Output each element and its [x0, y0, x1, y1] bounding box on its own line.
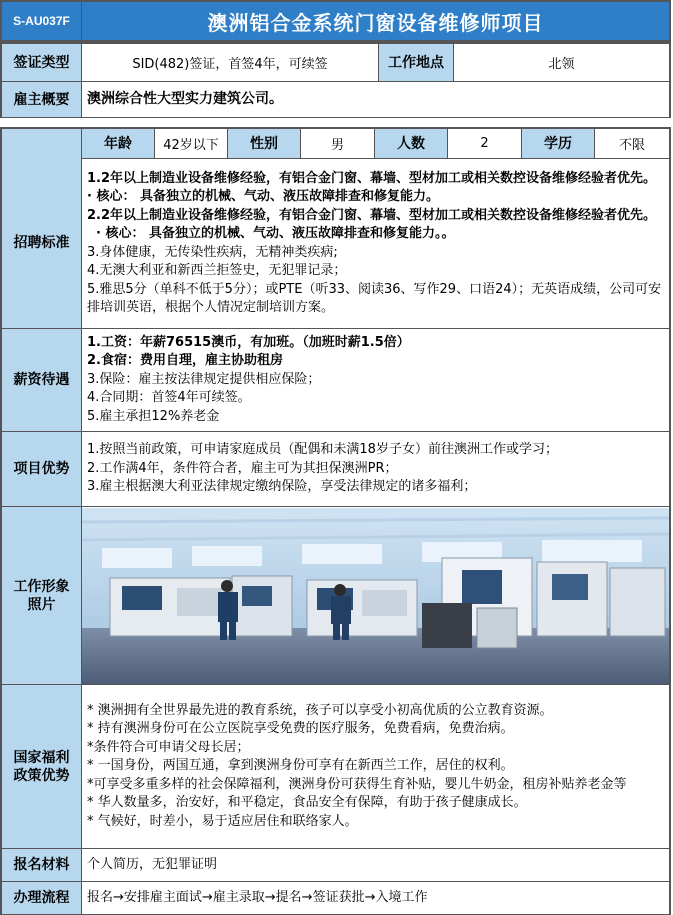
- recruit-line-1: 1.2年以上制造业设备维修经验，有铝合金门窗、幕墙、型材加工或相关数控设备维修经验者优先。 · 核心： 具备独立的机械、气动、液压故障排查和修复能力。: [87, 170, 657, 204]
- recruit-standard-content: [82, 159, 670, 329]
- advantage-line-2: 2.工作满4年，条件符合者，雇主可为其担保澳洲PR；: [87, 460, 398, 476]
- welfare-line-1: * 澳洲拥有全世界最先进的教育系统，孩子可以享受小初高优质的公立教育资源。: [87, 702, 553, 718]
- education-label: 学历: [522, 129, 595, 159]
- details-block: [0, 127, 671, 915]
- salary-label: 薪资待遇: [2, 329, 82, 432]
- page-title-text: 澳洲铝合金系统门窗设备维修师项目: [207, 10, 544, 35]
- salary-line-4: 4.合同期：首签4年可续签。: [87, 390, 251, 406]
- advantage-line-3: 3.雇主根据澳大利亚法律规定缴纳保险，享受法律规定的诸多福利；: [87, 479, 477, 495]
- work-photo: [82, 507, 670, 685]
- salary-line-5: 5.雇主承担12%养老金: [87, 408, 220, 424]
- welfare-line-4: * 一国身份，两国互通，拿到澳洲身份可享有在新西兰工作，居住的权利。: [87, 758, 514, 774]
- gender-value: 男: [301, 129, 375, 159]
- advantages-content: [82, 432, 670, 507]
- work-location-label: 工作地点: [379, 44, 454, 82]
- process-label: 办理流程: [2, 882, 82, 915]
- salary-line-1: 1.工资：年薪76515澳币，有加班。（加班时薪1.5倍）: [87, 334, 410, 350]
- salary-content: [82, 329, 670, 432]
- visa-block: [0, 42, 671, 118]
- gender-label: 性别: [228, 129, 301, 159]
- count-value: 2: [448, 129, 522, 159]
- process-value: 报名→安排雇主面试→雇主录取→提名→签证获批→入境工作: [82, 882, 670, 915]
- welfare-line-3: *条件符合可申请父母长居；: [87, 739, 250, 755]
- employer-label: 雇主概要: [2, 82, 82, 118]
- visa-type-value: SID(482)签证，首签4年，可续签: [82, 44, 379, 82]
- age-label: 年龄: [82, 129, 155, 159]
- welfare-line-6: * 华人数量多，治安好，和平稳定，食品安全有保障，有助于孩子健康成长。: [87, 795, 527, 811]
- advantages-label: 项目优势: [2, 432, 82, 507]
- welfare-label: 国家福利 政策优势: [2, 685, 82, 849]
- age-value: 42岁以下: [155, 129, 228, 159]
- salary-line-3: 3.保险：雇主按法律规定提供相应保险；: [87, 371, 321, 387]
- recruit-line-2: 2.2年以上制造业设备维修经验，有铝合金门窗、幕墙、型材加工或相关数控设备维修经验者优先。: [87, 207, 657, 223]
- welfare-line-2: * 持有澳洲身份可在公立医院享受免费的医疗服务，免费看病，免费治病。: [87, 721, 514, 737]
- photo-label: 工作形象 照片: [2, 507, 82, 685]
- recruit-line-4: 3.身体健康，无传染性疾病，无精神类疾病;: [87, 244, 338, 260]
- visa-type-label: 签证类型: [2, 44, 82, 82]
- recruit-line-5: 4.无澳大利亚和新西兰拒签史，无犯罪记录；: [87, 263, 347, 278]
- education-value: 不限: [595, 129, 670, 159]
- factory-photo-illustration: [82, 508, 670, 684]
- salary-line-2: 2.食宿：费用自理，雇主协助租房: [87, 353, 283, 369]
- header-block: [0, 0, 671, 42]
- welfare-line-5: *可享受多重多样的社会保障福利，澳洲身份可获得生育补贴，婴儿牛奶金，租房补贴养老金等: [87, 776, 627, 792]
- project-code: S-AU037F: [2, 2, 82, 41]
- recruit-standard-label: 招聘标准: [2, 159, 82, 329]
- welfare-content: [82, 685, 670, 849]
- work-location-value: 北领: [454, 44, 670, 82]
- count-label: 人数: [375, 129, 448, 159]
- materials-value: 个人简历，无犯罪证明: [82, 849, 670, 882]
- employer-value: 澳洲综合性大型实力建筑公司。: [82, 82, 670, 118]
- materials-label: 报名材料: [2, 849, 82, 882]
- page-title: [82, 2, 670, 41]
- advantage-line-1: 1.按照当前政策，可申请家庭成员（配偶和未满18岁子女）前往澳洲工作或学习；: [87, 442, 558, 458]
- welfare-line-7: * 气候好，时差小，易于适应居住和联络家人。: [87, 813, 358, 829]
- recruit-line-6: 5.雅思5分（单科不低于5分）；或PTE（听33、阅读36、写作29、口语24）；无英语成绩，公司可安排培训英语，根据个人情况定制培训方案。: [87, 281, 662, 315]
- recruit-line-3: · 核心： 具备独立的机械、气动、液压故障排查和修复能力。。: [87, 226, 455, 241]
